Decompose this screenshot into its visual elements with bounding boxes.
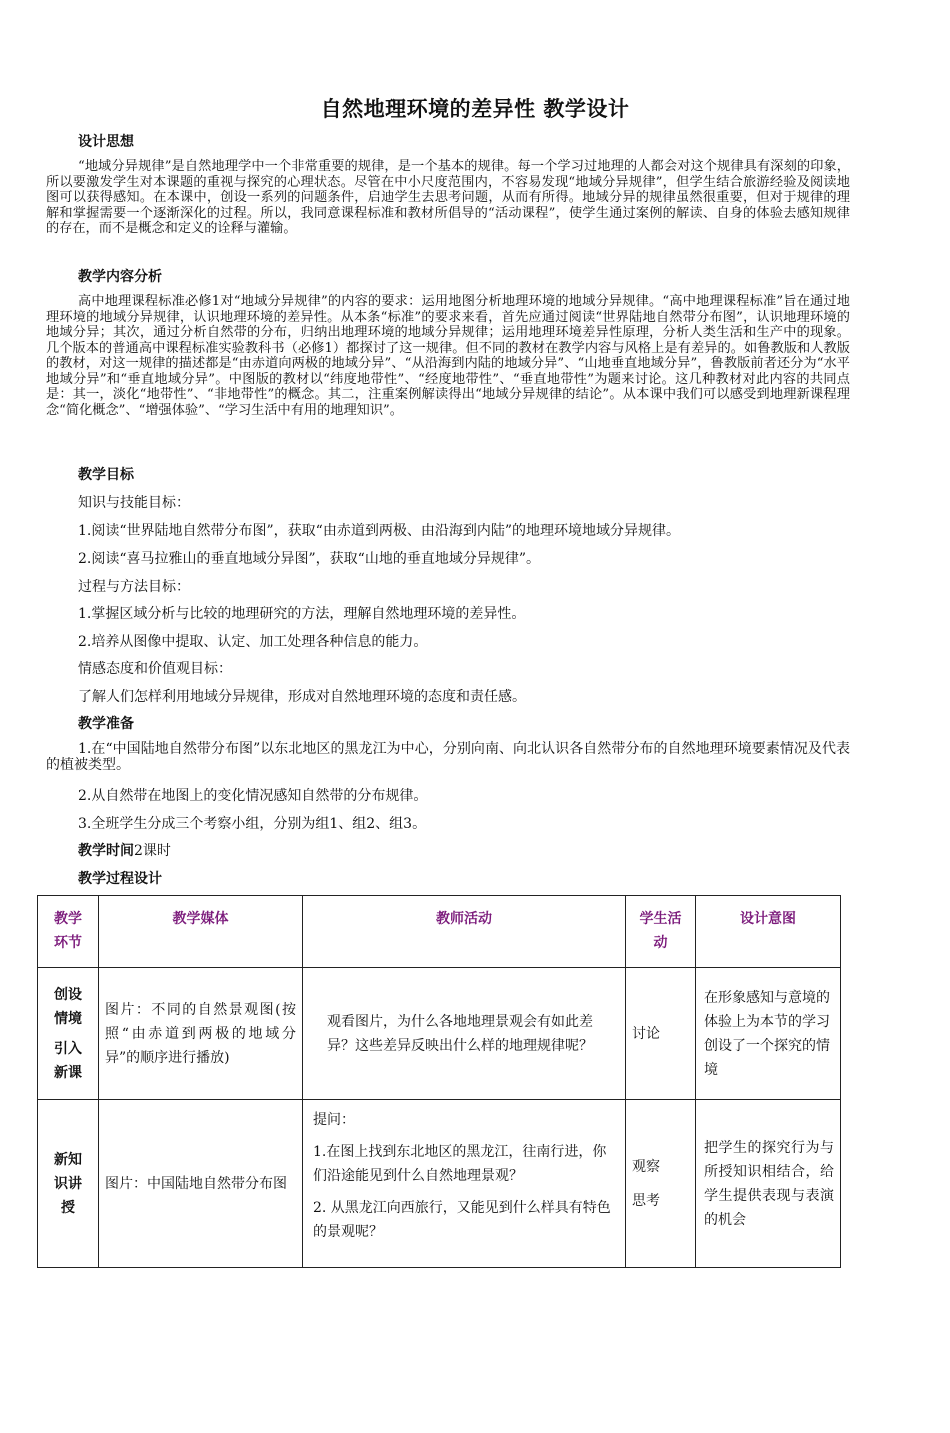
teacher-activity-cell: 观看图片，为什么各地地理景观会有如此差异？这些差异反映出什么样的地理规律呢？ bbox=[303, 968, 626, 1100]
knowledge-item-2: 2.阅读“喜马拉雅山的垂直地域分异图”，获取“山地的垂直地域分异规律”。 bbox=[78, 551, 540, 567]
design-idea-paragraph: “地域分异规律”是自然地理学中一个非常重要的规律，是一个基本的规律。每一个学习过地理的人都会对这个规律具有深刻的印象，所以要激发学生对本课题的重视与探究的心理状态。尽管在中小尺度范围内，不容易发现“地域分异规律”，但学生结合旅游经验及阅读地图可以获得感知。在本课中，创设一系列的问题条件，启迪学生去思考问题，从而有所得。地域分异的规律虽然很重要，但对于规律的理解和掌握需要一个逐渐深化的过程。所以，我同意课程标准和教材所倡导的“活动课程”，使学生通过案例的解读、自身的体验去感知规律的存在，而不是概念和定义的诠释与灌输。 bbox=[46, 159, 850, 236]
table-row bbox=[38, 968, 841, 1100]
column-header: 教师活动 bbox=[303, 896, 626, 968]
knowledge-item-1: 1.阅读“世界陆地自然带分布图”，获取“由赤道到两极、由沿海到内陆”的地理环境地域分异规律。 bbox=[78, 523, 680, 539]
process-item-1: 1.掌握区域分析与比较的地理研究的方法，理解自然地理环境的差异性。 bbox=[78, 606, 526, 622]
knowledge-label: 知识与技能目标： bbox=[78, 495, 190, 511]
preparation-item-2: 2.从自然带在地图上的变化情况感知自然带的分布规律。 bbox=[78, 788, 428, 804]
heading-objectives: 教学目标 bbox=[78, 467, 134, 483]
stage-cell bbox=[38, 1100, 99, 1268]
heading-preparation: 教学准备 bbox=[78, 716, 134, 732]
content-analysis-paragraph: 高中地理课程标准必修1对“地域分异规律”的内容的要求：运用地图分析地理环境的地域分异规律。“高中地理课程标准”旨在通过地理环境的地域分异规律，认识地理环境的差异性。从本条“标准”的要求来看，首先应通过阅读“世界陆地自然带分布图”，认识地理环境的地域分异；其次，通过分析自然带的分布，归纳出地理环境的地域分异规律；运用地理环境差异性原理，分析人类生活和生产中的现象。几个版本的普通高中课程标准实验教科书（必修1）都探讨了这一规律。但不同的教材在教学内容与风格上是有差异的。如鲁教版和人教版的教材，对这一规律的描述都是“由赤道向两极的地域分异”、“从沿海到内陆的地域分异”、“山地垂直地域分异”，鲁教版前者还分为“水平地域分异”和“垂直地域分异”。中图版的教材以“纬度地带性”、“经度地带性”、“垂直地带性”为题来讨论。这几种教材对此内容的共同点是：其一，淡化“地带性”、“非地带性”的概念。其二，注重案例解读得出“地域分异规律的结论”。从本课中我们可以感受到地理新课程理念“简化概念”、“增强体验”、“学习生活中有用的地理知识”。 bbox=[46, 294, 850, 418]
emotion-label: 情感态度和价值观目标： bbox=[78, 661, 232, 677]
teacher-question-1: 1.在图上找到东北地区的黑龙江，往南行进，你们沿途能见到什么自然地理景观？ bbox=[313, 1144, 607, 1184]
stage-cell bbox=[38, 968, 99, 1100]
student-activity-cell: 讨论 bbox=[626, 968, 696, 1100]
student-activity-cell bbox=[626, 1100, 696, 1268]
heading-process: 教学过程设计 bbox=[78, 871, 162, 887]
teacher-question-2: 2. 从黑龙江向西旅行，又能见到什么样具有特色的景观呢？ bbox=[313, 1200, 611, 1240]
table-header-row bbox=[38, 896, 841, 968]
stage-label: 引入新课 bbox=[54, 1040, 82, 1081]
table-row bbox=[38, 1100, 841, 1268]
preparation-item-1: 1.在“中国陆地自然带分布图”以东北地区的黑龙江为中心，分别向南、向北认识各自然带分布的自然地理环境要素情况及代表的植被类型。 bbox=[46, 741, 850, 773]
teaching-time bbox=[78, 840, 171, 860]
teacher-prompt: 提问： bbox=[313, 1112, 355, 1128]
design-intent-cell: 在形象感知与意境的体验上为本节的学习创设了一个探究的情境 bbox=[696, 968, 841, 1100]
student-activity-1: 观察 bbox=[632, 1158, 660, 1175]
media-cell: 图片：不同的自然景观图(按照“由赤道到两极的地域分异”的顺序进行播放) bbox=[99, 968, 303, 1100]
heading-content-analysis: 教学内容分析 bbox=[78, 269, 162, 285]
process-label: 过程与方法目标： bbox=[78, 579, 190, 595]
stage-label: 创设情境 bbox=[54, 986, 82, 1027]
media-cell: 图片：中国陆地自然带分布图 bbox=[99, 1100, 303, 1268]
student-activity-2: 思考 bbox=[632, 1192, 660, 1209]
document-title: 自然地理环境的差异性 教学设计 bbox=[320, 97, 630, 121]
heading-design-idea: 设计思想 bbox=[78, 134, 134, 150]
design-intent-cell: 把学生的探究行为与所授知识相结合，给学生提供表现与表演的机会 bbox=[696, 1100, 841, 1268]
column-header: 教学媒体 bbox=[99, 896, 303, 968]
stage-label: 新知识讲授 bbox=[54, 1151, 82, 1216]
process-table bbox=[37, 895, 841, 1268]
column-header: 设计意图 bbox=[696, 896, 841, 968]
column-header: 学生活动 bbox=[626, 896, 696, 968]
emotion-item-1: 了解人们怎样利用地域分异规律，形成对自然地理环境的态度和责任感。 bbox=[78, 689, 526, 705]
teacher-activity-cell bbox=[303, 1100, 626, 1268]
preparation-item-3: 3.全班学生分成三个考察小组，分别为组1、组2、组3。 bbox=[78, 816, 427, 832]
teaching-time-value: 2课时 bbox=[134, 843, 171, 859]
column-header: 教学环节 bbox=[38, 896, 99, 968]
process-item-2: 2.培养从图像中提取、认定、加工处理各种信息的能力。 bbox=[78, 634, 428, 650]
teaching-time-label: 教学时间 bbox=[78, 843, 134, 859]
